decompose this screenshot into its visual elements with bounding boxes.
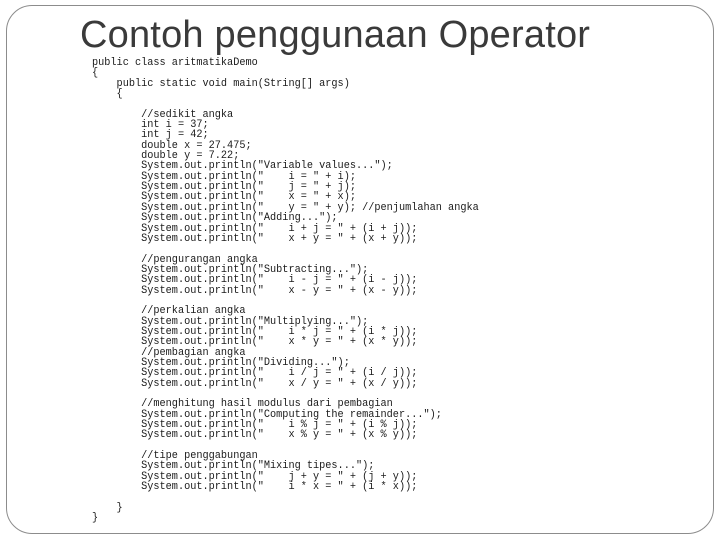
code-line: System.out.println(" x - y = " + (x - y)); bbox=[92, 284, 418, 297]
code-block bbox=[92, 58, 479, 523]
code-line: System.out.println(" x * y = " + (x * y)); bbox=[92, 336, 418, 349]
code-line: //pembagian angka bbox=[92, 346, 246, 359]
code-line: public static void main(String[] args) bbox=[92, 77, 350, 90]
code-line: System.out.println(" i * x = " + (i * x)); bbox=[92, 481, 418, 494]
code-line: System.out.println(" j = " + j); bbox=[92, 181, 356, 194]
code-line: double x = 27.475; bbox=[92, 139, 252, 152]
code-line bbox=[92, 492, 479, 502]
code-line: } bbox=[92, 501, 123, 514]
code-line: System.out.println(" x = " + x); bbox=[92, 191, 356, 204]
slide-title: Contoh penggunaan Operator bbox=[80, 14, 591, 56]
code-line: //perkalian angka bbox=[92, 305, 246, 318]
code-line bbox=[92, 244, 479, 254]
code-line: System.out.println(" i - j = " + (i - j)); bbox=[92, 274, 418, 287]
code-line: System.out.println("Multiplying..."); bbox=[92, 315, 369, 328]
code-line: System.out.println(" i * j = " + (i * j)); bbox=[92, 325, 418, 338]
code-line: public class aritmatikaDemo bbox=[92, 57, 258, 69]
code-line: System.out.println(" i / j = " + (i / j)); bbox=[92, 367, 418, 380]
code-line: System.out.println(" j + y = " + (j + y)); bbox=[92, 470, 418, 483]
code-line: System.out.println("Computing the remainder..."); bbox=[92, 408, 442, 421]
code-line: System.out.println(" x / y = " + (x / y)); bbox=[92, 377, 418, 390]
code-line: double y = 7.22; bbox=[92, 150, 240, 163]
code-line: System.out.println("Subtracting..."); bbox=[92, 263, 369, 276]
code-line: } bbox=[92, 512, 99, 525]
code-line: //sedikit angka bbox=[92, 108, 234, 121]
code-line: System.out.println("Dividing..."); bbox=[92, 356, 350, 369]
code-line: int j = 42; bbox=[92, 129, 209, 142]
code-line: System.out.println(" x + y = " + (x + y)); bbox=[92, 232, 418, 245]
code-line: System.out.println(" y = " + y); //penjumlahan angka bbox=[92, 201, 479, 214]
code-line: int i = 37; bbox=[92, 119, 209, 132]
code-line: System.out.println("Mixing tipes..."); bbox=[92, 460, 375, 473]
code-line: System.out.println(" i % j = " + (i % j)); bbox=[92, 419, 418, 432]
code-line: //tipe penggabungan bbox=[92, 450, 258, 463]
code-line: System.out.println(" i + j = " + (i + j)); bbox=[92, 222, 418, 235]
code-line: System.out.println("Variable values..."); bbox=[92, 160, 393, 173]
code-line: { bbox=[92, 67, 99, 80]
code-line: { bbox=[92, 88, 123, 101]
code-line: System.out.println("Adding..."); bbox=[92, 212, 338, 225]
code-line: //menghitung hasil modulus dari pembagian bbox=[92, 398, 393, 411]
code-line: System.out.println(" x % y = " + (x % y)); bbox=[92, 429, 418, 442]
code-line: System.out.println(" i = " + i); bbox=[92, 170, 356, 183]
code-line: //pengurangan angka bbox=[92, 253, 258, 266]
